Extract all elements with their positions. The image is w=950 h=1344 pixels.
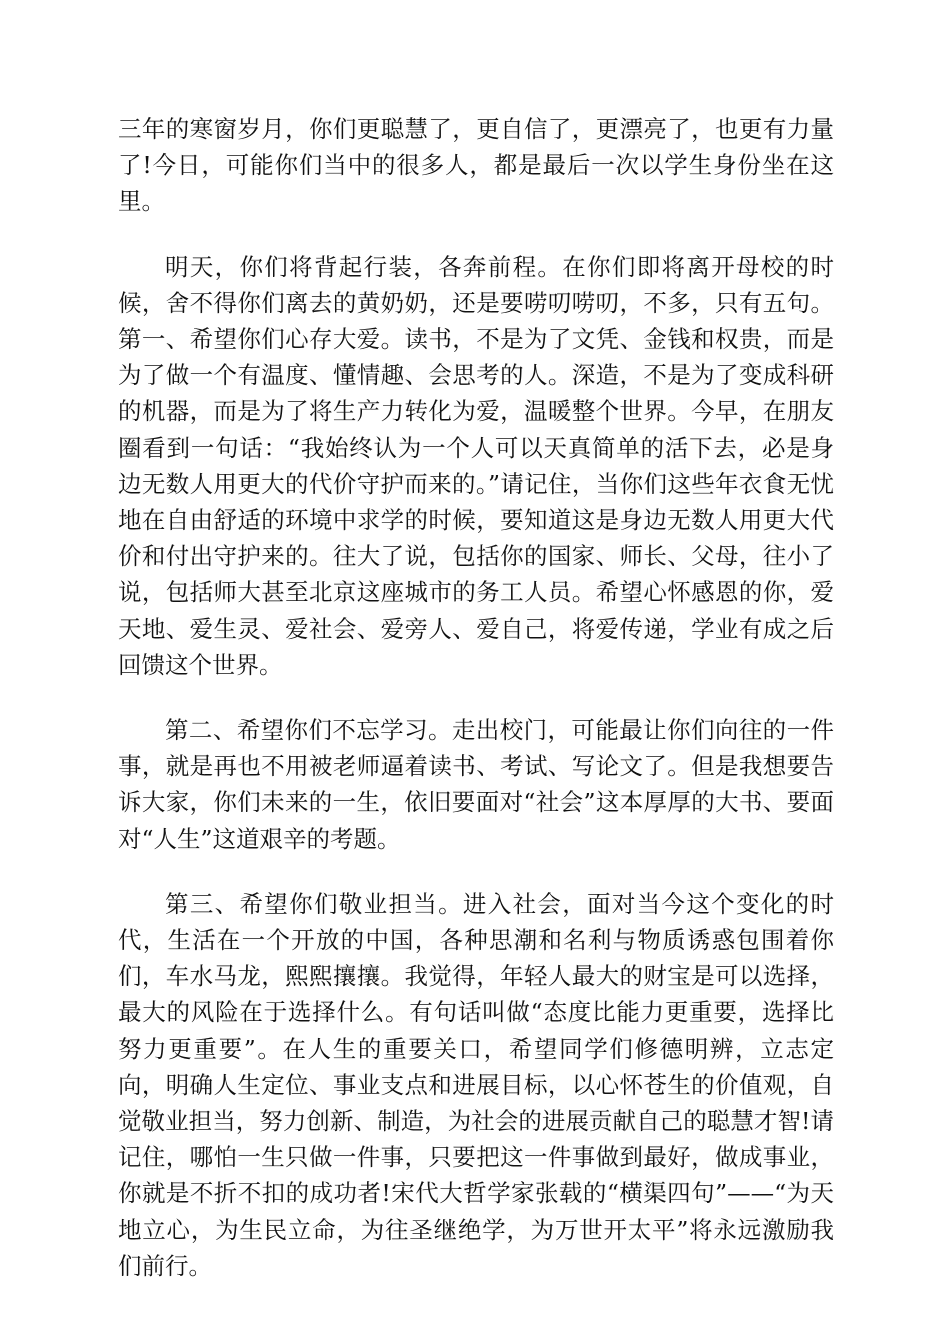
document-body bbox=[118, 111, 834, 1313]
paragraph-1: 三年的寒窗岁月，你们更聪慧了，更自信了，更漂亮了，也更有力量了!今日，可能你们当中的很多人，都是最后一次以学生身份坐在这里。 bbox=[118, 115, 834, 216]
paragraph-2: 明天，你们将背起行装，各奔前程。在你们即将离开母校的时候，舍不得你们离去的黄奶奶，还是要唠叨唠叨，不多，只有五句。第一、希望你们心存大爱。读书，不是为了文凭、金钱和权贵，而是为了做一个有温度、懂情趣、会思考的人。深造，不是为了变成科研的机器，而是为了将生产力转化为爱，温暖整个世界。今早，在朋友圈看到一句话：“我始终认为一个人可以天真简单的活下去，必是身边无数人用更大的代价守护而来的。”请记住，当你们这些年衣食无忧地在自由舒适的环境中求学的时候，要知道这是身边无数人用更大代价和付出守护来的。往大了说，包括你的国家、师长、父母，往小了说，包括师大甚至北京这座城市的务工人员。希望心怀感恩的你，爱天地、爱生灵、爱社会、爱旁人、爱自己，将爱传递，学业有成之后回馈这个世界。 bbox=[118, 252, 834, 679]
paragraph-4: 第三、希望你们敬业担当。进入社会，面对当今这个变化的时代，生活在一个开放的中国，各种思潮和名利与物质诱惑包围着你们，车水马龙，熙熙攘攘。我觉得，年轻人最大的财宝是可以选择，最大的风险在于选择什么。有句话叫做“态度比能力更重要，选择比努力更重要”。在人生的重要关口，希望同学们修德明辨，立志定向，明确人生定位、事业支点和进展目标，以心怀苍生的价值观，自觉敬业担当，努力创新、制造，为社会的进展贡献自己的聪慧才智!请记住，哪怕一生只做一件事，只要把这一件事做到最好，做成事业，你就是不折不扣的成功者!宋代大哲学家张载的“横渠四句”——“为天地立心，为生民立命，为往圣继绝学，为万世开太平”将永远激励我们前行。 bbox=[118, 889, 834, 1280]
paragraph-3: 第二、希望你们不忘学习。走出校门，可能最让你们向往的一件事，就是再也不用被老师逼着读书、考试、写论文了。但是我想要告诉大家，你们未来的一生，依旧要面对“社会”这本厚厚的大书、要面对“人生”这道艰辛的考题。 bbox=[118, 716, 834, 853]
